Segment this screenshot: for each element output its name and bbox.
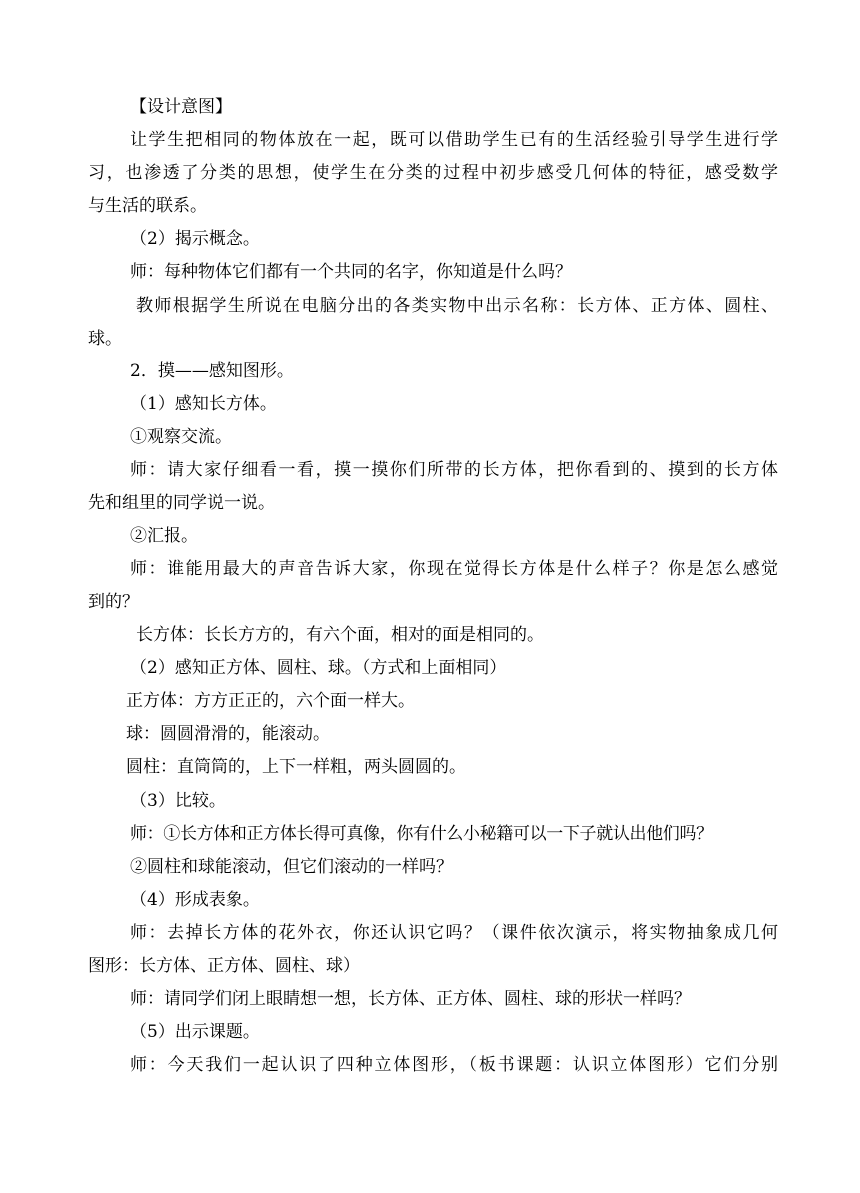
paragraph-line: （1）感知长方体。 <box>130 394 277 414</box>
paragraph-line: （5）出示课题。 <box>130 1022 260 1042</box>
paragraph-line: 与生活的联系。 <box>88 196 207 216</box>
paragraph-line: 到的？ <box>88 592 139 612</box>
paragraph-line: 师：去掉长方体的花外衣，你还认识它吗？（课件依次演示，将实物抽象成几何 <box>130 923 778 943</box>
paragraph-line: 师：①长方体和正方体长得可真像，你有什么小秘籍可以一下子就认出他们吗？ <box>130 824 713 844</box>
paragraph-line: 2．摸——感知图形。 <box>130 361 294 381</box>
paragraph-line: ①观察交流。 <box>130 427 232 447</box>
paragraph-line: 先和组里的同学说一说。 <box>88 493 275 513</box>
paragraph-line: 长方体：长长方方的，有六个面，相对的面是相同的。 <box>136 625 544 645</box>
paragraph-line: 师：每种物体它们都有一个共同的名字，你知道是什么吗？ <box>130 262 572 282</box>
paragraph-line: 师：今天我们一起认识了四种立体图形，（板书课题：认识立体图形）它们分别 <box>130 1055 778 1075</box>
paragraph-line: 正方体：方方正正的，六个面一样大。 <box>126 691 415 711</box>
paragraph-line: 球：圆圆滑滑的，能滚动。 <box>126 724 330 744</box>
paragraph-line: 习，也渗透了分类的思想，使学生在分类的过程中初步感受几何体的特征，感受数学 <box>88 163 778 183</box>
paragraph-line: （2）揭示概念。 <box>130 229 260 249</box>
paragraph-line: 师：谁能用最大的声音告诉大家，你现在觉得长方体是什么样子？你是怎么感觉 <box>130 559 778 579</box>
paragraph-line: ②圆柱和球能滚动，但它们滚动的一样吗？ <box>130 857 453 877</box>
paragraph-line: （4）形成表象。 <box>130 890 260 910</box>
section-heading: 【设计意图】 <box>130 97 232 117</box>
paragraph-line: 球。 <box>88 329 122 349</box>
paragraph-line: 让学生把相同的物体放在一起，既可以借助学生已有的生活经验引导学生进行学 <box>130 130 778 150</box>
paragraph-line: 图形：长方体、正方体、圆柱、球） <box>88 956 360 976</box>
paragraph-line: 圆柱：直筒筒的，上下一样粗，两头圆圆的。 <box>126 757 466 777</box>
paragraph-line: （3）比较。 <box>130 791 226 811</box>
paragraph-line: ②汇报。 <box>130 526 198 546</box>
paragraph-line: （2）感知正方体、圆柱、球。（方式和上面相同） <box>130 658 507 678</box>
paragraph-line: 教师根据学生所说在电脑分出的各类实物中出示名称：长方体、正方体、圆柱、 <box>136 296 778 316</box>
paragraph-line: 师：请大家仔细看一看，摸一摸你们所带的长方体，把你看到的、摸到的长方体 <box>130 460 778 480</box>
paragraph-line: 师：请同学们闭上眼睛想一想，长方体、正方体、圆柱、球的形状一样吗？ <box>130 989 691 1009</box>
